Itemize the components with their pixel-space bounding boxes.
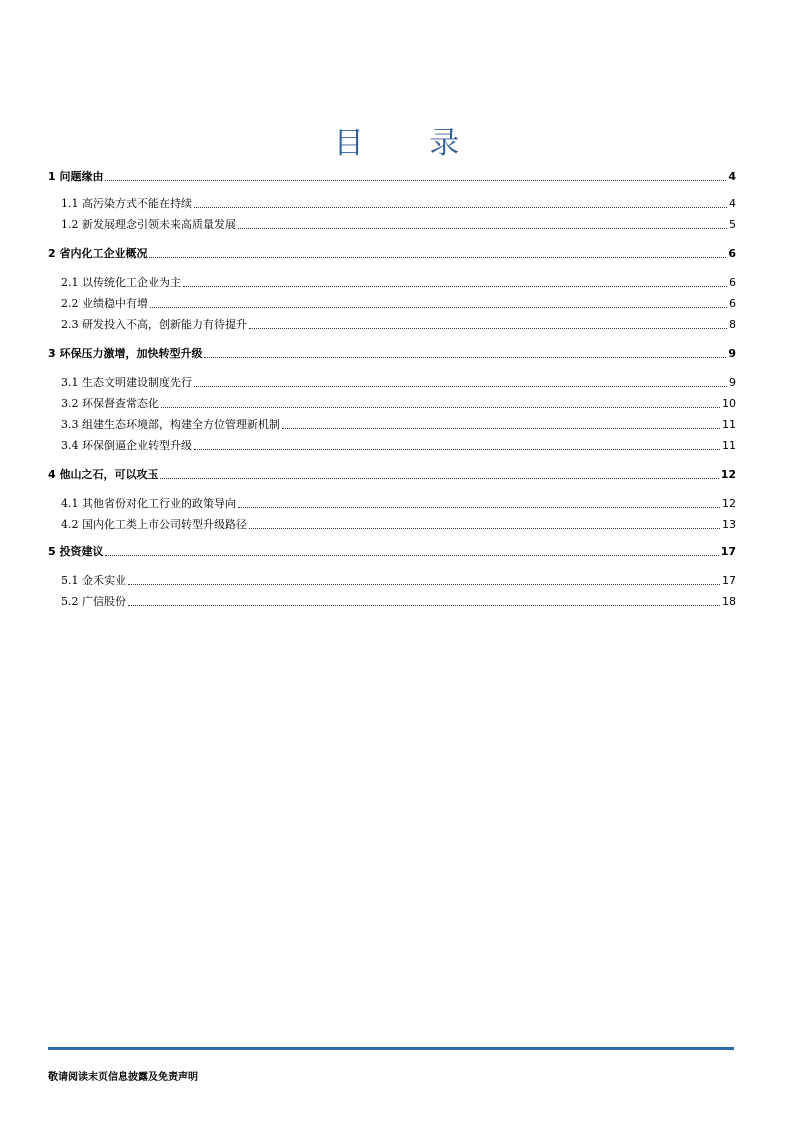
toc-entry-3-2[interactable]: [61, 395, 736, 411]
toc-label: 1 问题缘由: [48, 170, 104, 183]
toc-entry-3[interactable]: [48, 345, 736, 361]
toc-page: 9: [729, 376, 736, 389]
toc-page: 10: [722, 397, 736, 410]
toc-page: 5: [729, 218, 736, 231]
toc-page: 6: [729, 297, 736, 310]
toc-entry-1-1[interactable]: [61, 195, 736, 211]
leader-dots: [150, 306, 727, 308]
toc-entry-1[interactable]: [48, 168, 736, 184]
toc-page: 17: [722, 574, 736, 587]
leader-dots: [149, 256, 726, 258]
leader-dots: [249, 527, 720, 529]
toc-label: 3.2 环保督查常态化: [61, 397, 159, 410]
toc-page: 12: [722, 497, 736, 510]
toc-label: 2 省内化工企业概况: [48, 247, 148, 260]
toc-label: 2.2 业绩稳中有增: [61, 297, 148, 310]
leader-dots: [105, 554, 718, 556]
toc-label: 1.2 新发展理念引领未来高质量发展: [61, 218, 236, 231]
toc-entry-4-1[interactable]: [61, 495, 736, 511]
leader-dots: [161, 406, 720, 408]
leader-dots: [183, 285, 727, 287]
leader-dots: [194, 385, 727, 387]
toc-page: 9: [728, 347, 736, 360]
toc-entry-4-2[interactable]: [61, 516, 736, 532]
toc-label: 4.2 国内化工类上市公司转型升级路径: [61, 518, 247, 531]
footer-disclaimer: 敬请阅读末页信息披露及免责声明: [48, 1072, 198, 1083]
toc-label: 4.1 其他省份对化工行业的政策导向: [61, 497, 236, 510]
toc-label: 5 投资建议: [48, 545, 104, 558]
leader-dots: [204, 356, 726, 358]
toc-label: 5.1 金禾实业: [61, 574, 126, 587]
toc-label: 3 环保压力激增，加快转型升级: [48, 347, 203, 360]
toc-page: 11: [722, 418, 736, 431]
toc-label: 3.1 生态文明建设制度先行: [61, 376, 192, 389]
toc-entry-2-3[interactable]: [61, 316, 736, 332]
leader-dots: [238, 227, 727, 229]
toc-label: 5.2 广信股份: [61, 595, 126, 608]
leader-dots: [282, 427, 720, 429]
toc-page: 6: [728, 247, 736, 260]
toc-page: 13: [722, 518, 736, 531]
toc-entry-5-2[interactable]: [61, 593, 736, 609]
toc-page: 12: [720, 468, 736, 481]
page-title: 目 录: [333, 126, 488, 161]
leader-dots: [128, 604, 720, 606]
leader-dots: [128, 583, 720, 585]
leader-dots: [194, 448, 720, 450]
toc-label: 2.3 研发投入不高，创新能力有待提升: [61, 318, 247, 331]
toc-entry-3-1[interactable]: [61, 374, 736, 390]
toc-entry-5[interactable]: [48, 543, 736, 559]
toc-page: 11: [722, 439, 736, 452]
toc-label: 3.3 组建生态环境部，构建全方位管理新机制: [61, 418, 280, 431]
toc-label: 4 他山之石，可以攻玉: [48, 468, 159, 481]
toc-entry-3-4[interactable]: [61, 437, 736, 453]
leader-dots: [105, 179, 726, 181]
toc-entry-1-2[interactable]: [61, 216, 736, 232]
toc-page: 6: [729, 276, 736, 289]
toc-entry-2-2[interactable]: [61, 295, 736, 311]
toc-page: 18: [722, 595, 736, 608]
toc-page: 17: [720, 545, 736, 558]
toc-entry-4[interactable]: [48, 466, 736, 482]
toc-entry-3-3[interactable]: [61, 416, 736, 432]
toc-entry-5-1[interactable]: [61, 572, 736, 588]
toc-label: 1.1 高污染方式不能在持续: [61, 197, 192, 210]
toc-label: 3.4 环保倒逼企业转型升级: [61, 439, 192, 452]
leader-dots: [160, 477, 718, 479]
leader-dots: [194, 206, 727, 208]
leader-dots: [249, 327, 727, 329]
toc-label: 2.1 以传统化工企业为主: [61, 276, 181, 289]
toc-page: 4: [728, 170, 736, 183]
toc-entry-2[interactable]: [48, 245, 736, 261]
footer-divider: [48, 1047, 734, 1050]
toc-entry-2-1[interactable]: [61, 274, 736, 290]
toc-page: 8: [729, 318, 736, 331]
leader-dots: [238, 506, 720, 508]
toc-page: 4: [729, 197, 736, 210]
